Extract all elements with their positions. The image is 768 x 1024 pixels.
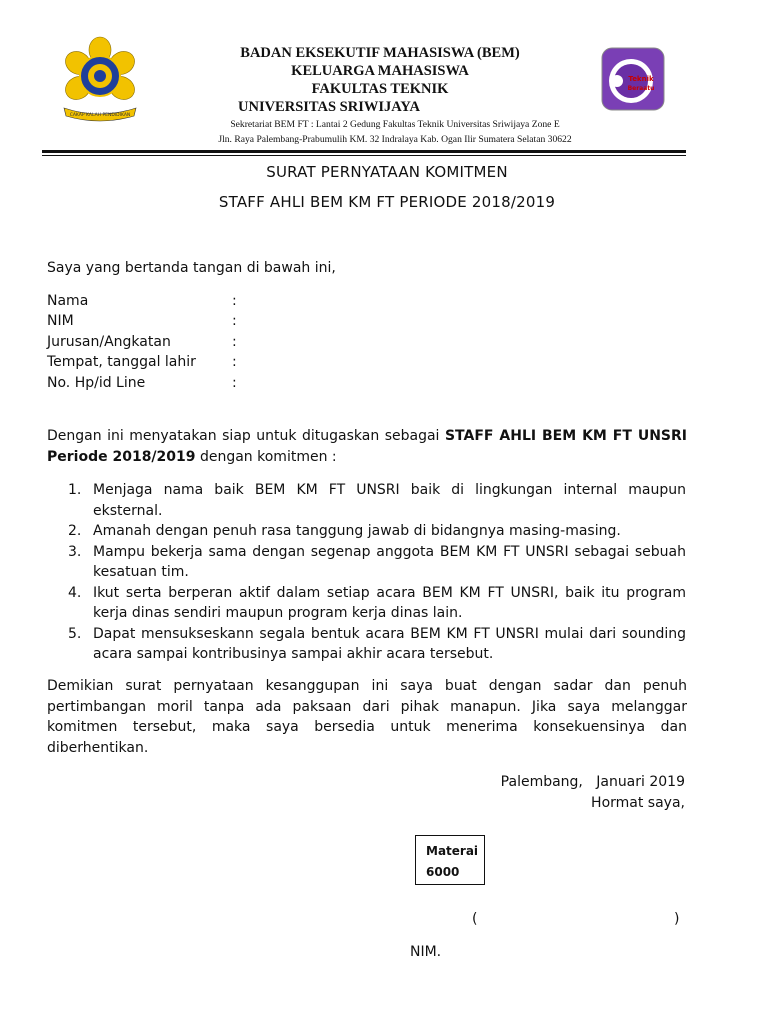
- letterhead-address-2: Jln. Raya Palembang-Prabumulih KM. 32 Indralaya Kab. Ogan Ilir Sumatera Selatan 30622: [218, 134, 572, 145]
- letterhead-line-3: FAKULTAS TEKNIK: [311, 81, 449, 97]
- city-date: Palembang, Januari 2019: [500, 774, 685, 790]
- logo-text-2: Beraatu: [627, 85, 655, 92]
- list-item: [68, 521, 686, 542]
- field-label: Jurusan/Angkatan: [47, 334, 171, 350]
- list-text: Ikut serta berperan aktif dalam setiap acara BEM KM FT UNSRI, baik itu program kerja dinas sendiri maupun program kerja dinas lain.: [93, 584, 686, 621]
- field-colon: :: [232, 354, 237, 370]
- field-jurusan-angkatan: [47, 332, 277, 352]
- field-colon: :: [232, 313, 237, 329]
- field-tempat-tanggal-lahir: [47, 352, 277, 372]
- letterhead-address-1: Sekretariat BEM FT : Lantai 2 Gedung Fakultas Teknik Universitas Sriwijaya Zone E: [230, 119, 560, 130]
- signature-nim: NIM.: [410, 944, 442, 960]
- list-number: 3.: [68, 543, 82, 560]
- logo-text-1: Teknik: [628, 75, 654, 83]
- list-number: 4.: [68, 584, 82, 601]
- closing-paragraph: Demikian surat pernyataan kesanggupan ini saya buat dengan sadar dan penuh pertimbangan moril tanpa ada paksaan dari pihak manapun. Jika saya melanggar komitmen tersebut, maka saya bersedia untuk menerima konsekuensinya dan diberhentikan.: [47, 678, 687, 756]
- signature-paren-close: ): [674, 911, 680, 927]
- bem-logo: [601, 47, 665, 111]
- closing-greeting: Hormat saya,: [591, 795, 685, 811]
- list-number: 1.: [68, 482, 82, 498]
- list-text: Mampu bekerja sama dengan segenap anggota BEM KM FT UNSRI sebagai sebuah kesatuan tim.: [93, 543, 686, 580]
- statement-text-end: dengan komitmen :: [195, 448, 337, 465]
- signature-paren-open: (: [472, 911, 478, 927]
- field-colon: :: [232, 375, 237, 391]
- stamp-label: Materai: [426, 844, 479, 858]
- stamp-box: [415, 835, 485, 885]
- list-item: [68, 480, 686, 521]
- commitment-list: [68, 480, 686, 665]
- field-label: Nama: [47, 293, 89, 309]
- statement-paragraph: [47, 426, 687, 467]
- university-logo: [60, 36, 140, 122]
- list-text: Amanah dengan penuh rasa tanggung jawab di bidangnya masing-masing.: [93, 523, 621, 539]
- letterhead-divider-thick: [42, 150, 686, 153]
- list-item: [68, 583, 686, 624]
- statement-text: Dengan ini menyatakan siap untuk ditugaskan sebagai: [47, 428, 445, 444]
- list-text: Menjaga nama baik BEM KM FT UNSRI baik di lingkungan internal maupun eksternal.: [93, 482, 686, 519]
- list-number: 2.: [68, 523, 82, 539]
- field-colon: :: [232, 293, 237, 309]
- field-nim: [47, 311, 277, 331]
- field-label: Tempat, tanggal lahir: [47, 354, 196, 370]
- document-subtitle: STAFF AHLI BEM KM FT PERIODE 2018/2019: [218, 193, 556, 211]
- intro-text: Saya yang bertanda tangan di bawah ini,: [47, 260, 336, 276]
- list-number: 5.: [68, 625, 82, 642]
- letterhead-line-1: BADAN EKSEKUTIF MAHASISWA (BEM): [240, 45, 520, 61]
- field-hp-id-line: [47, 373, 277, 393]
- list-text: Dapat mensukseskann segala bentuk acara BEM KM FT UNSRI mulai dari sounding acara sampai kontribusinya sampai akhir acara tersebut.: [93, 625, 686, 662]
- letterhead-divider-thin: [42, 155, 686, 156]
- stamp-value: 6000: [426, 865, 460, 879]
- document-title: SURAT PERNYATAAN KOMITMEN: [266, 163, 508, 181]
- logo-banner-text: CAKAP KALAH PENDIDIKAN: [69, 113, 131, 118]
- letterhead-line-2: KELUARGA MAHASISWA: [291, 63, 469, 79]
- field-colon: :: [232, 334, 237, 350]
- list-item: [68, 624, 686, 665]
- statement-bold-text: STAFF AHLI BEM KM FT UNSRI Periode 2018/2019: [47, 428, 687, 465]
- field-label: NIM: [47, 313, 74, 329]
- field-nama: [47, 291, 277, 311]
- field-label: No. Hp/id Line: [47, 375, 146, 391]
- letterhead-line-4: UNIVERSITAS SRIWIJAYA: [238, 99, 420, 115]
- list-item: [68, 542, 686, 583]
